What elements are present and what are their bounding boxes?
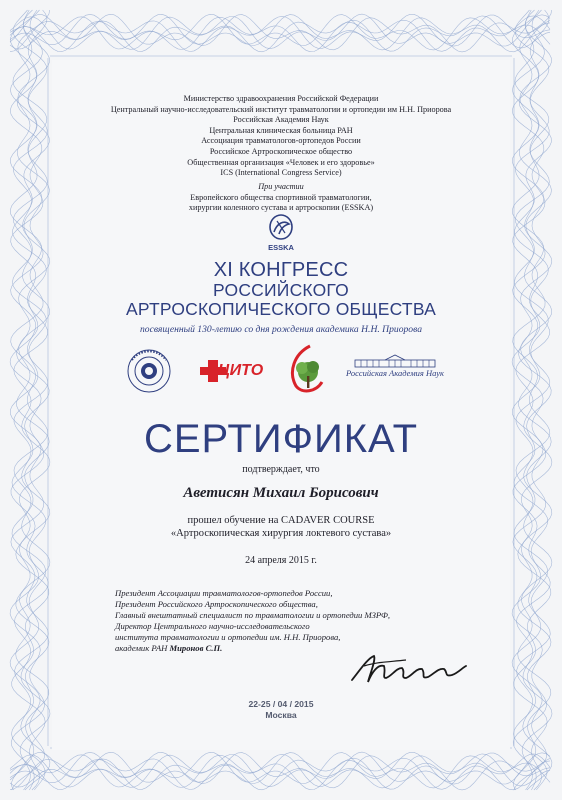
ras-building-icon	[345, 354, 445, 368]
organizer-line: Российская Академия Наук	[233, 115, 329, 125]
ras-logo	[345, 354, 445, 386]
recipient-name: Аветисян Михаил Борисович	[183, 485, 379, 501]
esska-label: ESSKA	[268, 243, 294, 252]
signer-line: Директор Центрального научно-исследовательского	[115, 620, 310, 631]
guilloche-line	[10, 753, 550, 790]
arthroscopic-society-logo-icon	[120, 348, 178, 394]
course-line: прошел обучение на CADAVER COURSE	[187, 515, 375, 526]
participation-block	[0, 182, 562, 214]
guilloche-line	[10, 15, 550, 52]
course-line: «Артроскопическая хирургия локтевого сустава»	[170, 528, 392, 539]
esska-logo-icon	[259, 211, 303, 253]
signer-name: Миронов С.П.	[169, 642, 223, 653]
signer-line: Президент Ассоциации травматологов-ортопедов России,	[115, 588, 333, 598]
organizer-line: ICS (International Congress Service)	[220, 168, 342, 178]
organizer-list	[0, 94, 562, 179]
signer-line: Главный внештатный специалист по травматологии и ортопедии МЗРФ,	[115, 609, 390, 620]
organizer-line: Российское Артроскопическое общество	[209, 146, 353, 156]
confirms-text: подтверждает, что	[242, 464, 320, 475]
congress-footer	[0, 699, 562, 721]
signer-line: Президент Российского Артроскопического общества,	[115, 598, 318, 609]
congress-city: Москва	[265, 710, 297, 720]
signer-title: академик РАН	[115, 642, 170, 653]
congress-title	[0, 261, 562, 320]
organizer-line: Ассоциация травматологов-ортопедов России	[201, 136, 361, 146]
cito-logo	[196, 358, 264, 384]
signature-icon	[346, 650, 471, 690]
cito-logo-text: ЦИТО	[218, 362, 264, 379]
organizer-line: Центральная клиническая больница РАН	[209, 125, 353, 135]
organizer-line: Министерство здравоохранения Российской Федерации	[183, 94, 379, 103]
guilloche-line	[10, 14, 550, 52]
congress-subtitle: посвященный 130-летию со дня рождения академика Н.Н. Приорова	[140, 324, 422, 335]
course-description	[0, 514, 562, 540]
ras-logo-text: Российская Академия Наук	[346, 368, 444, 378]
organizer-line: Общественная организация «Человек и его здоровье»	[187, 157, 375, 167]
certificate-title: СЕРТИФИКАТ	[143, 417, 419, 461]
guilloche-line	[10, 752, 550, 790]
congress-title-line: РОССИЙСКОГО	[213, 279, 349, 300]
sponsor-logos	[0, 344, 562, 396]
certificate-date: 24 апреля 2015 г.	[245, 555, 317, 566]
participation-label: При участии	[258, 182, 304, 191]
participation-line: Европейского общества спортивной травматологии,	[190, 192, 372, 202]
congress-title-line: АРТРОСКОПИЧЕСКОГО ОБЩЕСТВА	[126, 299, 436, 319]
signer-line: института травматологии и ортопедии им. Н.Н. Приорова,	[115, 631, 341, 642]
participation-line: хирургии коленного сустава и артроскопии (ESSKA)	[188, 203, 374, 213]
congress-title-line: XI КОНГРЕСС	[213, 259, 349, 281]
signer-block	[115, 588, 445, 653]
congress-dates: 22-25 / 04 / 2015	[248, 699, 314, 709]
organizer-line: Центральный научно-исследовательский институт травматологии и ортопедии им Н.Н. Приорова	[110, 104, 452, 114]
congress-tree-logo-icon	[282, 344, 328, 394]
